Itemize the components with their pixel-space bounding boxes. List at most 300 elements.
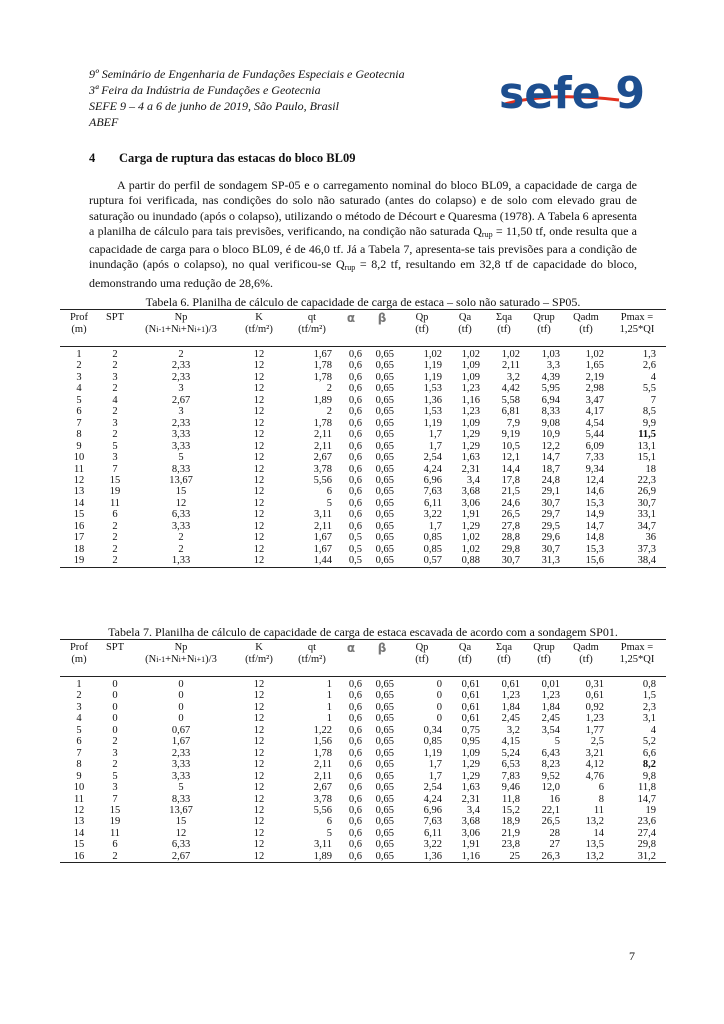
cell-np: 0	[178, 690, 184, 702]
cell-qp: 6,11	[424, 827, 442, 839]
cell-prof: 10	[73, 782, 85, 794]
cell-sqa: 12,1	[501, 452, 520, 464]
cell-beta: 0,65	[375, 520, 394, 532]
col-prof: Prof	[60, 310, 98, 325]
cell-spt: 2	[112, 532, 118, 544]
cell-qa: 1,09	[461, 747, 480, 759]
cell-sqa: 17,8	[501, 474, 520, 486]
cell-prof: 16	[73, 520, 85, 532]
cell-pmax: 33,1	[637, 509, 656, 521]
cell-sqa: 3,2	[506, 724, 520, 736]
cell-qrup: 1,23	[541, 690, 560, 702]
cell-beta: 0,65	[375, 839, 394, 851]
col-k-unit: (tf/m²)	[230, 654, 288, 677]
cell-np: 2,33	[171, 747, 191, 759]
page-number: 7	[629, 949, 635, 963]
cell-qp: 6,96	[423, 474, 442, 486]
cell-qadm: 14,8	[585, 532, 604, 544]
cell-qrup: 26,5	[541, 816, 560, 828]
cell-qadm: 14,7	[585, 520, 604, 532]
cell-qadm: 2,98	[585, 383, 604, 395]
table-row	[60, 383, 666, 394]
table-row	[60, 521, 666, 532]
table-row	[60, 360, 666, 371]
cell-qt: 1	[326, 713, 332, 725]
cell-pmax: 30,7	[637, 497, 656, 509]
table-6	[60, 296, 666, 568]
cell-spt: 2	[112, 736, 118, 748]
cell-qt: 6	[326, 816, 332, 828]
cell-sqa: 24,6	[501, 497, 520, 509]
col-qrup-unit: (tf)	[524, 654, 564, 677]
table-row	[60, 555, 666, 567]
cell-beta: 0,65	[375, 701, 394, 713]
cell-qa: 0,61	[461, 713, 480, 725]
col-beta: β	[366, 640, 398, 655]
cell-k: 12	[253, 839, 265, 851]
cell-qa: 0,95	[461, 736, 480, 748]
cell-qrup: 29,1	[541, 486, 560, 498]
cell-alpha: 0,6	[348, 417, 362, 429]
cell-beta: 0,65	[375, 463, 394, 475]
cell-qrup: 2,45	[541, 713, 560, 725]
cell-beta: 0,65	[375, 371, 394, 383]
cell-np: 2,33	[171, 360, 191, 372]
cell-qt: 3,11	[314, 509, 332, 521]
cell-alpha: 0,5	[348, 543, 362, 555]
cell-sqa: 4,15	[501, 736, 520, 748]
cell-alpha: 0,6	[348, 406, 362, 418]
cell-prof: 7	[76, 417, 82, 429]
cell-qa: 0,61	[461, 690, 480, 702]
cell-sqa: 9,19	[501, 429, 520, 441]
cell-spt: 0	[112, 713, 118, 725]
cell-qp: 7,63	[423, 816, 442, 828]
cell-sqa: 26,5	[501, 509, 520, 521]
cell-qp: 1,7	[428, 770, 442, 782]
cell-np: 6,33	[171, 839, 191, 851]
cell-qadm: 3,47	[585, 394, 604, 406]
cell-sqa: 11,8	[502, 793, 520, 805]
table-7	[60, 626, 666, 863]
section-number: 4	[89, 151, 96, 165]
cell-qadm: 6	[598, 782, 604, 794]
cell-np: 2,33	[171, 417, 191, 429]
cell-qp: 0	[436, 679, 442, 690]
cell-qrup: 8,33	[541, 406, 560, 418]
cell-qa: 3,68	[461, 816, 480, 828]
cell-spt: 6	[112, 839, 118, 851]
cell-beta: 0,65	[375, 679, 394, 690]
col-qrup-unit: (tf)	[524, 324, 564, 347]
cell-beta: 0,65	[375, 429, 394, 441]
cell-sqa: 3,2	[506, 371, 520, 383]
cell-sqa: 21,9	[501, 827, 520, 839]
col-qrup: Qrup	[524, 310, 564, 325]
col-prof-unit: (m)	[60, 324, 98, 347]
cell-qa: 0,61	[461, 679, 480, 690]
cell-alpha: 0,6	[348, 713, 362, 725]
cell-prof: 3	[76, 371, 82, 383]
cell-sqa: 27,8	[501, 520, 520, 532]
cell-prof: 10	[73, 452, 85, 464]
cell-k: 12	[253, 827, 265, 839]
cell-k: 12	[253, 429, 265, 441]
section-heading	[89, 151, 355, 166]
cell-qp: 1,02	[423, 349, 442, 360]
cell-pmax: 15,1	[637, 452, 656, 464]
cell-pmax: 1,3	[642, 349, 656, 360]
cell-prof: 6	[76, 736, 82, 748]
cell-spt: 4	[112, 394, 118, 406]
cell-k: 12	[253, 394, 265, 406]
cell-prof: 8	[76, 759, 82, 771]
col-np-formula: (Ni-1+Ni+Ni+1)/3	[132, 324, 230, 347]
cell-spt: 3	[112, 371, 118, 383]
col-qa-unit: (tf)	[446, 654, 484, 677]
cell-beta: 0,65	[375, 349, 394, 360]
cell-qa: 1,29	[461, 440, 480, 452]
cell-alpha: 0,6	[348, 724, 362, 736]
section-title: Carga de ruptura das estacas do bloco BL09	[119, 151, 356, 165]
cell-prof: 2	[76, 690, 82, 702]
cell-spt: 0	[112, 690, 118, 702]
cell-qp: 1,19	[423, 417, 442, 429]
table-row	[60, 851, 666, 863]
cell-prof: 17	[73, 532, 85, 544]
cell-np: 3,33	[171, 440, 191, 452]
cell-qp: 0	[436, 701, 442, 713]
cell-qrup: 9,52	[541, 770, 560, 782]
cell-qa: 3,68	[461, 486, 480, 498]
cell-qrup: 30,7	[541, 497, 560, 509]
cell-prof: 2	[76, 360, 82, 372]
cell-alpha: 0,6	[336, 851, 366, 863]
cell-pmax: 0,8	[642, 679, 656, 690]
cell-prof: 3	[76, 701, 82, 713]
cell-qt: 5,56	[313, 804, 332, 816]
cell-pmax: 2,6	[642, 360, 656, 372]
cell-qadm: 0,31	[585, 679, 604, 690]
table-7-caption: Tabela 7. Planilha de cálculo de capacidade de carga de estaca escavada de acordo com a sondagem SP01.	[108, 625, 618, 639]
cell-spt: 19	[109, 816, 121, 828]
col-beta: β	[366, 310, 398, 325]
col-pmax: Pmax =	[608, 310, 666, 325]
cell-prof: 9	[76, 770, 82, 782]
cell-np: 13,67	[169, 474, 193, 486]
cell-qadm: 4,76	[585, 770, 604, 782]
cell-qrup: 12,0	[541, 782, 560, 794]
cell-prof: 12	[73, 804, 85, 816]
cell-prof: 1	[76, 679, 82, 690]
cell-qrup: 6,94	[541, 394, 560, 406]
cell-qt: 2,67	[313, 452, 332, 464]
cell-beta: 0,65	[375, 793, 394, 805]
cell-qa: 1,29	[461, 770, 480, 782]
cell-qadm: 2,19	[585, 371, 604, 383]
cell-qp: 1,7	[428, 440, 442, 452]
cell-beta: 0,65	[375, 759, 394, 771]
body-paragraph	[89, 178, 637, 291]
cell-pmax: 19	[645, 804, 656, 816]
cell-beta: 0,65	[366, 851, 398, 863]
cell-beta: 0,65	[366, 555, 398, 567]
cell-qt: 1,22	[313, 724, 332, 736]
cell-sqa: 21,5	[501, 486, 520, 498]
cell-np: 0	[178, 679, 184, 690]
cell-alpha: 0,6	[348, 486, 362, 498]
cell-prof: 11	[73, 793, 85, 805]
cell-k: 12	[253, 679, 265, 690]
cell-spt: 0	[112, 724, 118, 736]
cell-qt: 1,67	[313, 532, 332, 544]
table-row	[60, 771, 666, 782]
cell-beta: 0,65	[375, 736, 394, 748]
cell-qadm: 14,6	[585, 486, 604, 498]
cell-alpha: 0,6	[348, 747, 362, 759]
cell-qa: 2,31	[461, 793, 480, 805]
cell-np: 3,33	[171, 770, 191, 782]
cell-qa: 1,23	[461, 383, 480, 395]
cell-k: 12	[253, 406, 265, 418]
cell-spt: 6	[112, 509, 118, 521]
cell-alpha: 0,6	[348, 701, 362, 713]
cell-beta: 0,65	[375, 532, 394, 544]
cell-k: 12	[253, 383, 265, 395]
cell-np: 3	[178, 406, 184, 418]
table-6-caption: Tabela 6. Planilha de cálculo de capacidade de carga de estaca – solo não saturado – SP05.	[145, 295, 581, 309]
cell-spt: 0	[112, 701, 118, 713]
cell-np: 15	[175, 816, 187, 828]
cell-qa: 1,16	[446, 851, 484, 863]
cell-qp: 1,53	[423, 383, 442, 395]
col-qadm: Qadm	[564, 640, 608, 655]
cell-qa: 1,63	[461, 452, 480, 464]
cell-alpha: 0,6	[348, 827, 362, 839]
cell-np: 3	[178, 383, 184, 395]
col-sqa-unit: (tf)	[484, 324, 524, 347]
col-np: Np	[132, 310, 230, 325]
cell-qadm: 0,92	[585, 701, 604, 713]
cell-alpha: 0,6	[348, 770, 362, 782]
cell-qp: 1,7	[428, 759, 442, 771]
col-qadm: Qadm	[564, 310, 608, 325]
cell-qrup: 3,3	[546, 360, 560, 372]
table-row	[60, 475, 666, 486]
cell-alpha: 0,5	[348, 532, 362, 544]
cell-qadm: 13,5	[585, 839, 604, 851]
cell-k: 12	[253, 724, 265, 736]
cell-qt: 5,56	[313, 474, 332, 486]
cell-pmax: 4	[650, 371, 656, 383]
cell-spt: 2	[112, 429, 118, 441]
table-row	[60, 441, 666, 452]
cell-pmax: 22,3	[637, 474, 656, 486]
cell-k: 12	[253, 486, 265, 498]
cell-qrup: 14,7	[541, 452, 560, 464]
cell-qt: 1	[326, 690, 332, 702]
cell-qp: 0,85	[423, 543, 442, 555]
cell-qt: 1,78	[313, 371, 332, 383]
cell-beta: 0,65	[375, 406, 394, 418]
cell-spt: 11	[109, 827, 121, 839]
cell-alpha: 0,6	[348, 371, 362, 383]
col-qrup: Qrup	[524, 640, 564, 655]
col-pmax: Pmax =	[608, 640, 666, 655]
cell-np: 3,33	[171, 429, 191, 441]
cell-qt: 2,11	[314, 520, 332, 532]
cell-spt: 2	[112, 383, 118, 395]
col-qp-unit: (tf)	[398, 324, 446, 347]
cell-sqa: 4,42	[501, 383, 520, 395]
cell-sqa: 0,61	[501, 679, 520, 690]
cell-np: 12	[175, 827, 187, 839]
cell-pmax: 31,2	[608, 851, 666, 863]
header-line-4: ABEF	[89, 115, 119, 129]
col-alpha: α	[336, 640, 366, 655]
cell-qrup: 9,08	[541, 417, 560, 429]
cell-sqa: 1,84	[501, 701, 520, 713]
cell-spt: 15	[109, 804, 121, 816]
cell-qadm: 9,34	[585, 463, 604, 475]
cell-qt: 1	[326, 679, 332, 690]
cell-qrup: 18,7	[541, 463, 560, 475]
cell-alpha: 0,6	[348, 816, 362, 828]
cell-qt: 6	[326, 486, 332, 498]
cell-qa: 3,06	[461, 497, 480, 509]
cell-qadm: 8	[598, 793, 604, 805]
cell-sqa: 9,46	[501, 782, 520, 794]
col-qp: Qp	[398, 310, 446, 325]
cell-spt: 5	[112, 440, 118, 452]
cell-qrup: 26,3	[524, 851, 564, 863]
cell-prof: 1	[76, 349, 82, 360]
header-line-3: SEFE 9 – 4 a 6 de junho de 2019, São Paulo, Brasil	[89, 99, 339, 113]
cell-qp: 7,63	[423, 486, 442, 498]
cell-k: 12	[230, 555, 288, 567]
cell-alpha: 0,6	[348, 497, 362, 509]
cell-prof: 9	[76, 440, 82, 452]
cell-np: 5	[178, 782, 184, 794]
header-line-2: 3ª Feira da Indústria de Fundações e Geotecnia	[89, 83, 321, 97]
cell-prof: 16	[60, 851, 98, 863]
cell-qadm: 3,21	[585, 747, 604, 759]
cell-k: 12	[253, 463, 265, 475]
cell-pmax: 5,5	[642, 383, 656, 395]
cell-qp: 6,96	[423, 804, 442, 816]
paragraph-subscript-1: rup	[481, 229, 493, 239]
cell-qt: 2	[326, 406, 332, 418]
cell-qp: 1,36	[423, 394, 442, 406]
cell-spt: 11	[109, 497, 121, 509]
cell-beta: 0,65	[375, 804, 394, 816]
cell-qp: 0,85	[423, 736, 442, 748]
cell-qa: 0,61	[461, 701, 480, 713]
cell-pmax: 38,4	[608, 555, 666, 567]
col-qa: Qa	[446, 640, 484, 655]
col-np: Np	[132, 640, 230, 655]
cell-beta: 0,65	[375, 474, 394, 486]
table-row	[60, 794, 666, 805]
cell-qt: 5	[326, 827, 332, 839]
cell-qt: 1,67	[313, 543, 332, 555]
cell-k: 12	[253, 701, 265, 713]
cell-qa: 1,09	[461, 417, 480, 429]
cell-qt: 1,89	[288, 851, 336, 863]
cell-spt: 3	[112, 782, 118, 794]
cell-k: 12	[253, 440, 265, 452]
cell-prof: 7	[76, 747, 82, 759]
cell-sqa: 29,8	[501, 543, 520, 555]
cell-spt: 2	[112, 360, 118, 372]
col-pmax-unit: 1,25*QI	[608, 654, 666, 677]
cell-pmax: 13,1	[637, 440, 656, 452]
cell-qa: 1,09	[461, 371, 480, 383]
cell-qadm: 6,09	[585, 440, 604, 452]
cell-np: 2	[178, 349, 184, 360]
cell-qp: 1,19	[423, 360, 442, 372]
cell-spt: 0	[112, 679, 118, 690]
cell-qp: 0,34	[423, 724, 442, 736]
cell-qt: 3,78	[313, 793, 332, 805]
cell-k: 12	[230, 851, 288, 863]
cell-beta: 0,65	[375, 452, 394, 464]
cell-qt: 3,11	[314, 839, 332, 851]
cell-spt: 3	[112, 417, 118, 429]
cell-beta: 0,65	[375, 497, 394, 509]
cell-qrup: 6,43	[541, 747, 560, 759]
cell-sqa: 14,4	[501, 463, 520, 475]
cell-qadm: 15,3	[585, 543, 604, 555]
cell-k: 12	[253, 371, 265, 383]
cell-qrup: 29,6	[541, 532, 560, 544]
table-row	[60, 544, 666, 555]
cell-qadm: 15,6	[564, 555, 608, 567]
cell-pmax: 9,8	[642, 770, 656, 782]
cell-qp: 0,85	[423, 532, 442, 544]
cell-np: 3,33	[171, 759, 191, 771]
cell-pmax: 4	[650, 724, 656, 736]
cell-qa: 1,91	[461, 839, 480, 851]
cell-qp: 2,54	[423, 452, 442, 464]
cell-qp: 4,24	[423, 793, 442, 805]
cell-k: 12	[253, 690, 265, 702]
col-np-formula: (Ni-1+Ni+Ni+1)/3	[132, 654, 230, 677]
cell-beta: 0,65	[375, 747, 394, 759]
cell-beta: 0,65	[375, 509, 394, 521]
cell-prof: 19	[60, 555, 98, 567]
cell-qt: 2,11	[314, 770, 332, 782]
cell-beta: 0,65	[375, 782, 394, 794]
table-7-body	[60, 677, 666, 863]
cell-qrup: 16	[549, 793, 560, 805]
cell-qa: 1,91	[461, 509, 480, 521]
cell-pmax: 11,5	[638, 429, 656, 441]
table-row	[60, 805, 666, 816]
cell-prof: 15	[73, 509, 85, 521]
cell-qp: 0,57	[398, 555, 446, 567]
cell-qt: 1,89	[313, 394, 332, 406]
cell-prof: 14	[73, 497, 85, 509]
cell-np: 2	[178, 532, 184, 544]
cell-qrup: 1,84	[541, 701, 560, 713]
cell-qrup: 22,1	[541, 804, 560, 816]
table-row	[60, 429, 666, 440]
cell-qadm: 2,5	[590, 736, 604, 748]
cell-alpha: 0,6	[348, 690, 362, 702]
col-qp-unit: (tf)	[398, 654, 446, 677]
table-row	[60, 759, 666, 770]
